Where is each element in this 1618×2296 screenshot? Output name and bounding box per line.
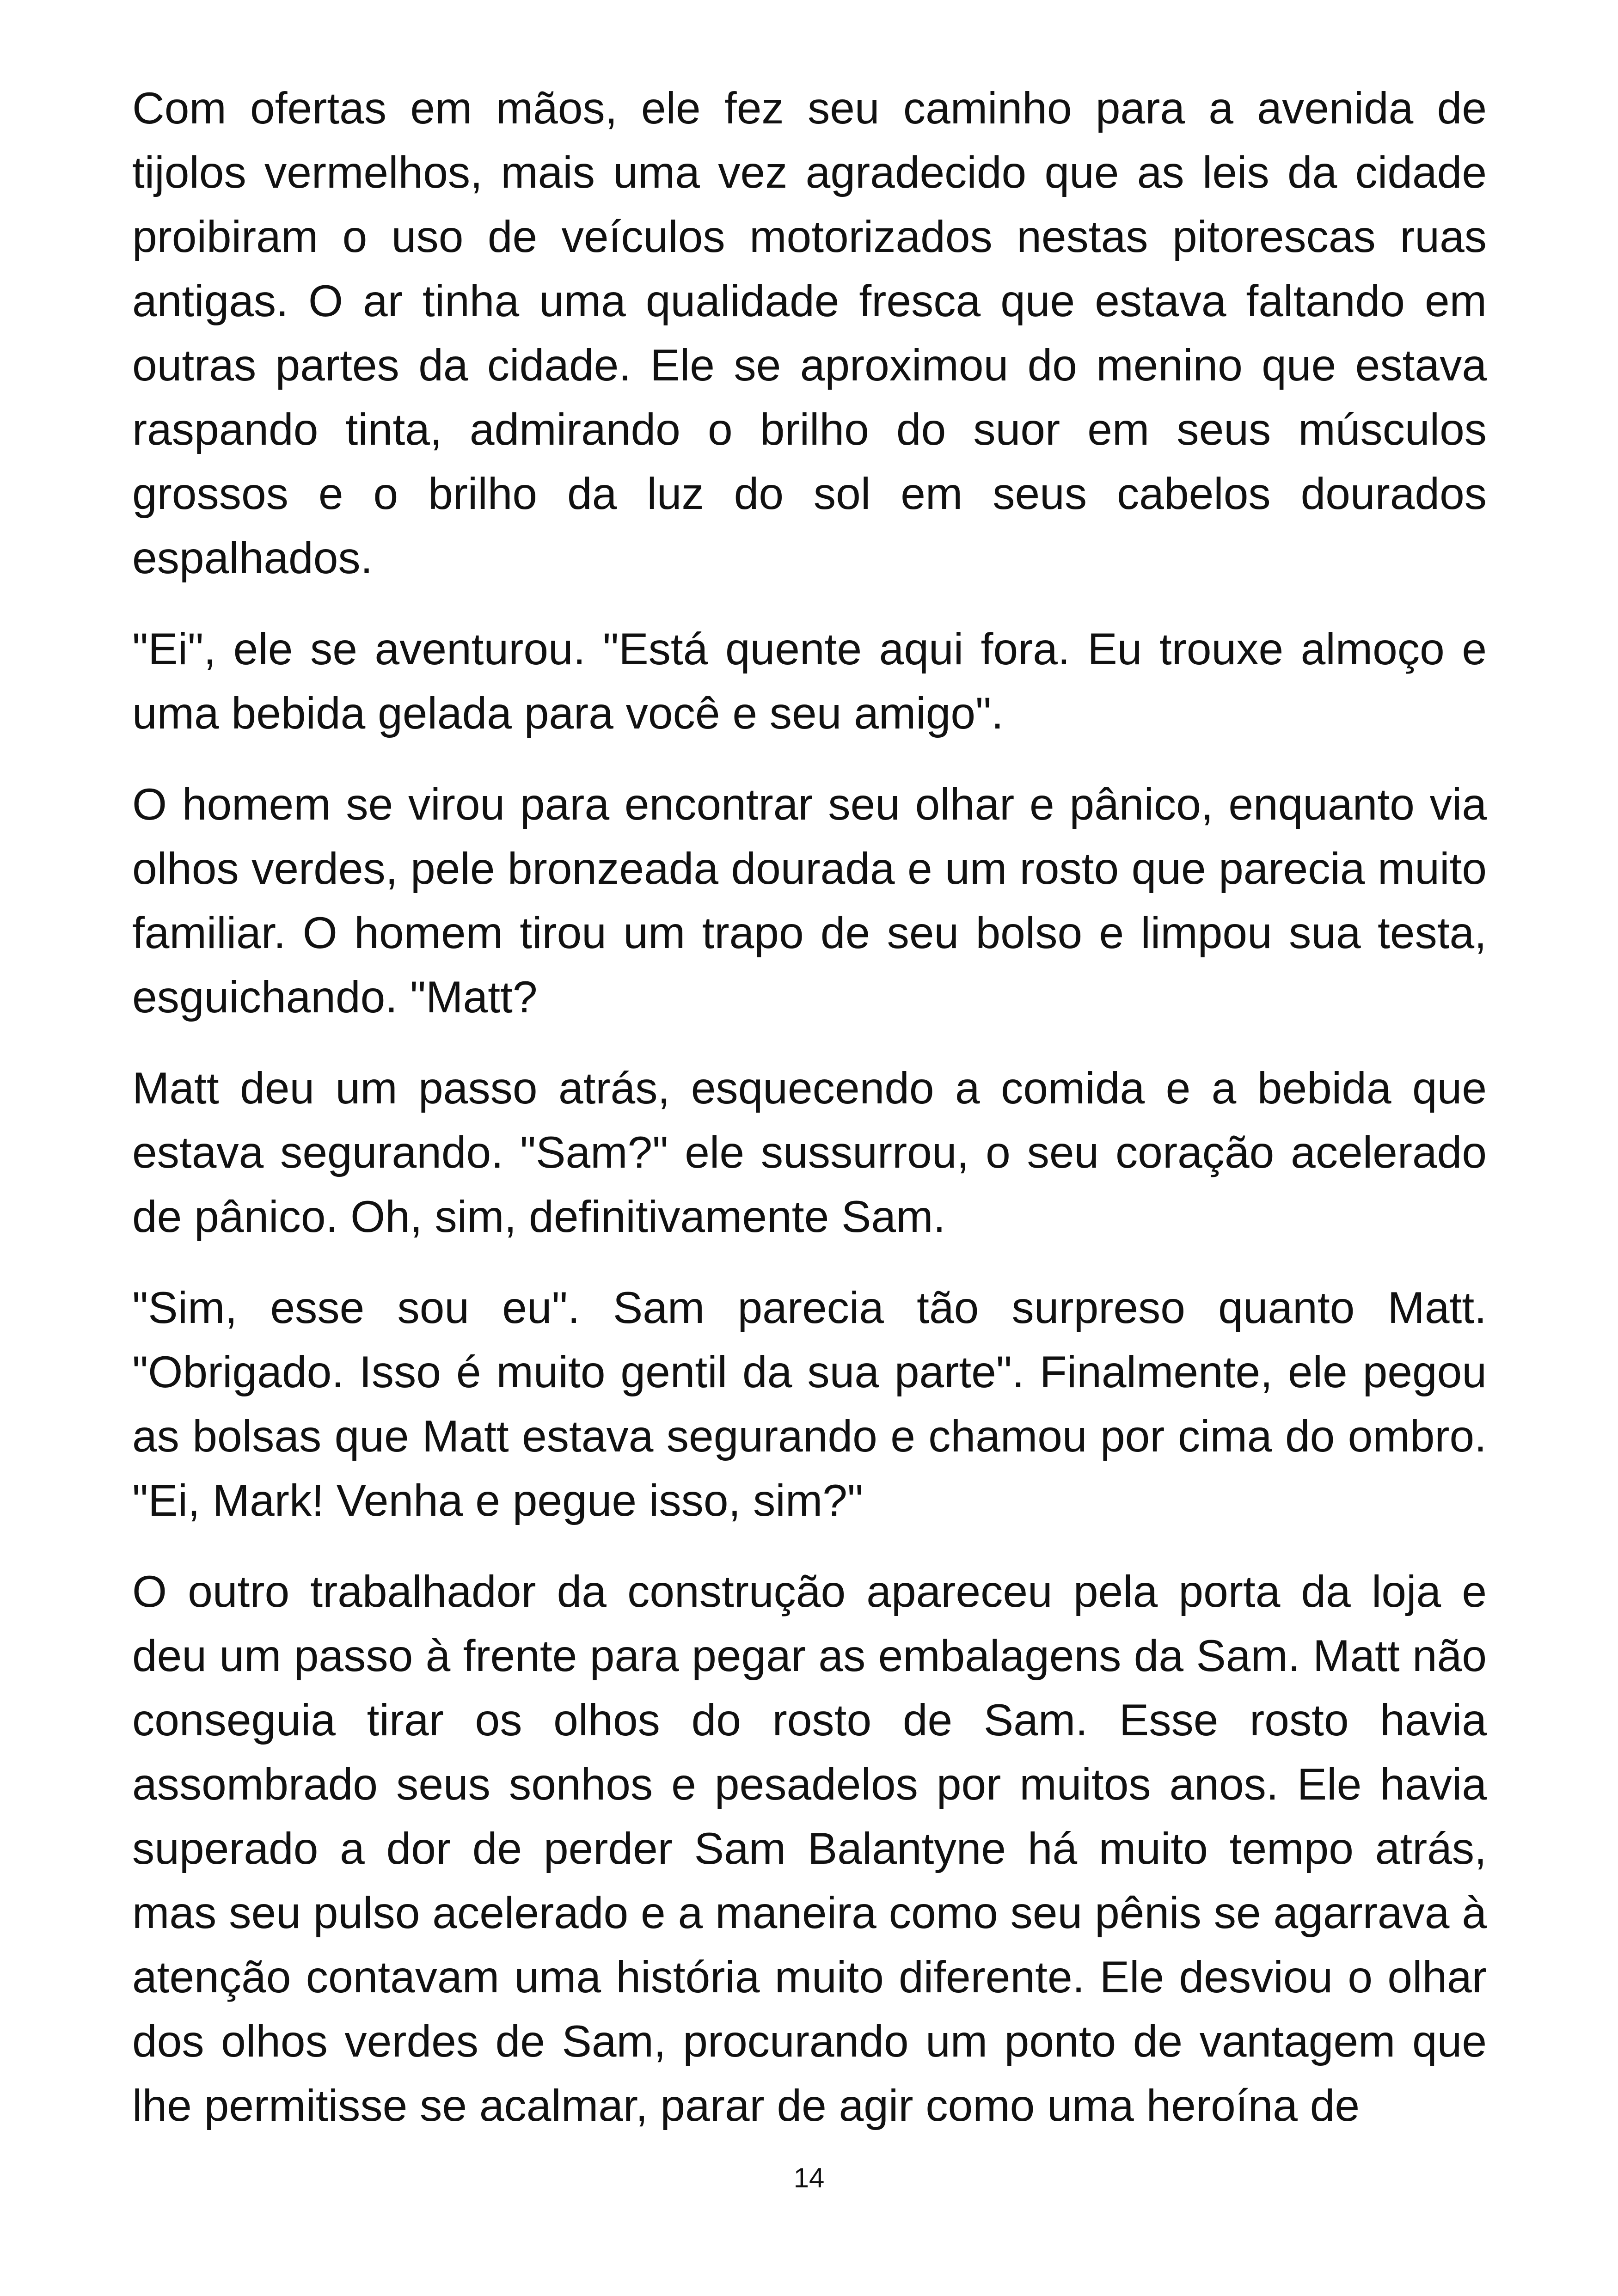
page-number: 14 <box>793 2162 825 2193</box>
paragraph-1: Com ofertas em mãos, ele fez seu caminho para a avenida de tijolos vermelhos, mais uma vez agradecido que as leis da cidade proibiram o uso de veículos motorizados nestas pitorescas ruas antigas. O ar tinha uma qualidade fresca que estava faltando em outras partes da cidade. Ele se aproximou do menino que estava raspando tinta, admirando o brilho do suor em seus músculos grossos e o brilho da luz do sol em seus cabelos dourados espalhados. <box>132 84 1487 583</box>
body-text <box>132 76 1487 2138</box>
paragraph-2: "Ei", ele se aventurou. "Está quente aqui fora. Eu trouxe almoço e uma bebida gelada para você e seu amigo". <box>132 625 1487 738</box>
paragraph-3: O homem se virou para encontrar seu olhar e pânico, enquanto via olhos verdes, pele bronzeada dourada e um rosto que parecia muito familiar. O homem tirou um trapo de seu bolso e limpou sua testa, esguichando. "Matt? <box>132 780 1487 1022</box>
paragraph-4: Matt deu um passo atrás, esquecendo a comida e a bebida que estava segurando. "Sam?" ele sussurrou, o seu coração acelerado de pânico. Oh, sim, definitivamente Sam. <box>132 1064 1487 1242</box>
paragraph-6: O outro trabalhador da construção apareceu pela porta da loja e deu um passo à frente para pegar as embalagens da Sam. Matt não conseguia tirar os olhos do rosto de Sam. Esse rosto havia assombrado seus sonhos e pesadelos por muitos anos. Ele havia superado a dor de perder Sam Balantyne há muito tempo atrás, mas seu pulso acelerado e a maneira como seu pênis se agarrava à atenção contavam uma história muito diferente. Ele desviou o olhar dos olhos verdes de Sam, procurando um ponto de vantagem que lhe permitisse se acalmar, parar de agir como uma heroína de <box>132 1567 1487 2131</box>
paragraph-5: "Sim, esse sou eu". Sam parecia tão surpreso quanto Matt. "Obrigado. Isso é muito gentil da sua parte". Finalmente, ele pegou as bolsas que Matt estava segurando e chamou por cima do ombro. "Ei, Mark! Venha e pegue isso, sim?" <box>132 1283 1487 1525</box>
